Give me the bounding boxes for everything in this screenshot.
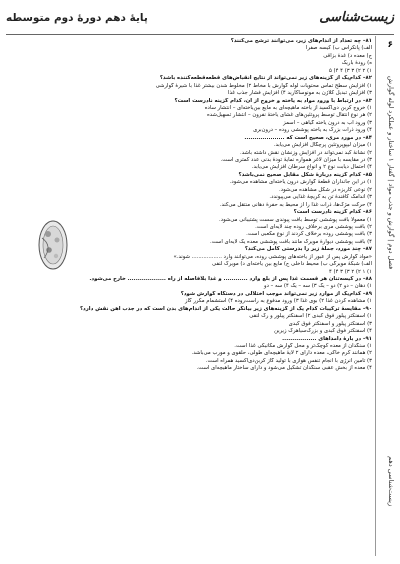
answer-line: ۴) بافت پوششی دیوارهٔ مویرگ مانند بافت پوششی معده یک لایه‌ای است. <box>210 238 372 245</box>
subject-label: زیست‌شناسی دهم <box>387 456 395 507</box>
page-header <box>6 8 394 35</box>
answer-line: ۱) خروج کربن دی‌اکسید از یاخته ماهیچه‌ای به مایع بین‌یاخته‌ای – انتشار ساده <box>204 104 372 111</box>
answer-line: ه) رودهٔ باریک <box>341 60 372 67</box>
question-stem: ۸۳– در ارتباط با ورود مواد به یاخته و خروج از آن، کدام گزینه نادرست است؟ <box>174 97 372 104</box>
answer-line: ۴) اسفنکتر فوق کبدی و بزرگ‌سیاهرگ زیرین <box>274 328 372 335</box>
answer-line: ۳) افزایش تبدیل کلاژن به مونوساکارید ۴) افزایش فشار جذب غذا <box>227 90 372 97</box>
answer-line: ۱) اسفنکتر پیلور فوق کبدی ۲) اسفنکتر پیلور و رگ لنفی <box>249 313 372 320</box>
answer-line: ۲) بافت پوششی مری برخلاف روده چند لایه‌ای است. <box>255 223 372 230</box>
answer-line: ۱) ۱ ۲) ۲ ۳) ۳ ۴) ۴ <box>329 268 372 275</box>
question-stem: ۸۶– کدام گزینه نادرست است؟ <box>293 209 372 216</box>
question-stem: ۹۱– در بارهٔ دامداهای ................. <box>282 335 372 342</box>
answer-line: ۱) مشاهده کردن غذا ۲) بوی غذا ۳) ورود مدفوع به راست‌روده ۴) استشمام مکرر گاز <box>184 298 372 305</box>
answer-line: ۴) ورود ذرات بزرگ به یاخته پوششی روده – درون‌بری <box>253 127 372 134</box>
question-stem: ۸۴– در مورد مری، صحیح است که .................... <box>244 134 372 141</box>
answer-line: ۴) احتمال دیابت نوع ۲ و انواع سرطان افزایش می‌یابد. <box>251 164 372 171</box>
answer-line: ۳) تأمین انرژی با انجام تنفس هوازی با تولید گاز کربن‌دی‌اکسید همراه است. <box>205 357 372 364</box>
answer-line: ۳) اندامک کافندهٔ تن به کریچهٔ غذایی می‌پیوندد. <box>269 194 372 201</box>
paramecium-figure <box>34 218 72 272</box>
question-stem: ۸۵– کدام گزینه دربارهٔ شکل مقابل صحیح نمی‌باشد؟ <box>238 171 372 178</box>
chapter-label: فصل دوم | گوارش و جذب مواد | گفتار ۱ ساختار و عملکرد لوله گوارش <box>387 76 395 270</box>
question-stem: ۸۷– چند مورد، جملهٔ زیر را بدرستی کامل می‌کند؟ <box>244 246 372 253</box>
answer-line: ۲) نوعی کاریزه در شکل مشاهده می‌شود. <box>279 186 372 193</box>
answer-line: ۱) افزایش سطح تماس محتویات لوله گوارش با مخاط ۲) مخلوط شدن بیشتر غذا با شیرهٔ گوارشی <box>155 82 372 89</box>
side-margin <box>375 36 398 556</box>
answer-line: ۱) در این جانداران قطعهٔ گوارش درون یاخته‌ای مشاهده می‌شود. <box>229 179 372 186</box>
answer-line: ۳) ورود آب به درون یاخته گیاهی – اسمز <box>283 119 372 126</box>
grade-title: پایهٔ دهم دورهٔ دوم متوسطه <box>6 12 148 24</box>
page-number: ۶ <box>387 40 393 50</box>
answer-line: ۳) اسفنکتر پیلور و اسفنکتر فوق کبدی <box>288 320 372 327</box>
question-stem: ۸۸– در کیسه‌تنان هر قسمت غذا پس از بلع وارد ............ و غذا بلافاصله از راه ................... خارج می‌شود. <box>89 276 372 282</box>
questions-body <box>6 38 372 560</box>
answer-line: ۱) میزان لیپوپروتئین پرچگال افزایش می‌یابد. <box>273 142 372 149</box>
answer-line: ۳) بافت پوششی روده برخلاف کردند از نوع مکعبی است. <box>246 231 372 238</box>
answer-line: ۱) سنگدان از معده کوچک‌تر و محل گوارش مکانیکی غذا است. <box>234 342 372 349</box>
answer-line: ۴) معده از بخش عقبی سنگدان تشکیل می‌شود و دارای ساختار ماهیچه‌ای است. <box>196 365 372 372</box>
question-stem: ۸۲– کدام‌یک از گزینه‌های زیر نمی‌تواند از نتایج انقباض‌های قطعه‌قطعه‌کننده باشد؟ <box>159 75 372 82</box>
answer-line: «مواد گوارش پس از عبور از یاخته‌های پوششی روده، می‌توانند وارد .................. شوند.» <box>173 253 372 260</box>
question-stem: ۸۱– چه تعداد از اندام‌های زیر، می‌توانند ترشح می‌کنند؟ <box>230 38 372 44</box>
answer-line: ۲) همانند کرم خاکی، معده دارای ۲ لایهٔ ماهیچه‌ای طولی، حلقوی و مورب می‌باشد. <box>191 350 372 357</box>
answer-line: الف) شبکهٔ مویرگی ب) محیط داخلی ج) مایع بین یاخته‌ای د) مویرگ لنفی <box>212 261 372 268</box>
answer-line: ۱) معمولاً بافت پوششی توسط بافت پیوندی سست پشتیبانی می‌شود. <box>219 216 372 223</box>
answer-line: ۴) حرکت مژک‌ها، ذرات غذا را از محیط به حفرهٔ دهانی منتقل می‌کند. <box>219 201 372 208</box>
answer-line: ۳) در مقایسه با میزان لاغر همواره نمایهٔ تودهٔ بدنی عدد کمتری است. <box>220 157 372 163</box>
brand-title: زیست‌شناسی <box>319 10 394 25</box>
answer-line: الف) پانکراس ب) کیسه صفرا <box>305 45 372 52</box>
answer-line: ۱) ۲ ۲) ۳ ۳) ۴ ۴) ۵ <box>329 67 372 74</box>
answer-line: ج) معده د) غدهٔ بزاقی <box>323 52 372 59</box>
question-stem: ۸۹– کدام‌یک از موارد زیر نمی‌تواند موجب اختلالی در دستگاه گوارش شود؟ <box>180 290 372 297</box>
answer-line: ۲) هر نوع انتقال توسط پروتئین‌های غشای یاختهٔ نفرون – انتشار تسهیل‌شده <box>206 112 372 119</box>
question-stem: ۹۰– مقایسهٔ ترکیبات کدام یک از گزینه‌های زیر بیانگر حالت یکی از اندام‌های بدن است که در جذب آهن نقش دارد؟ <box>79 305 372 312</box>
answer-line: ۱) دهان – دو ۲) دو – یک ۳) سه – یک ۴) سه – دو <box>264 283 372 290</box>
answer-line: ۲) نشانهٔ کبد نمی‌تواند در افزایش وزنشان نقش داشته باشد. <box>240 149 372 156</box>
